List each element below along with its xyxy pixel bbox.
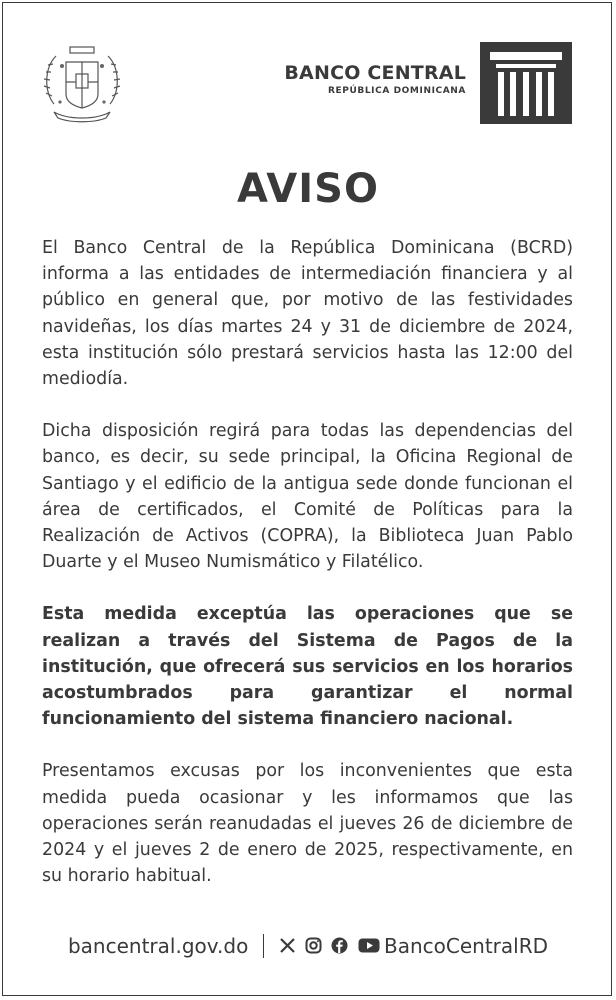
website-link[interactable]: bancentral.gov.do [67, 933, 249, 958]
instagram-icon[interactable] [305, 937, 322, 954]
footer-divider [263, 934, 265, 958]
paragraph-3: Esta medida exceptúa las operaciones que se realizan a través del Sistema de Pagos de la institución, que ofrecerá sus servicios en los horarios acostumbrados para garantizar el normal funcionamiento del sistema financiero nacional. [42, 604, 573, 730]
paragraph-2: Dicha disposición regirá para todas las dependencias del banco, es decir, su sede principal, la Oficina Regional de Santiago y el edificio de la antigua sede donde funcionan el área de certificados, el Comité de Políticas para la Realización de Activos (COPRA), la Biblioteca Juan Pablo Duarte y el Museo Numismático y Filatélico. [42, 421, 573, 573]
notice-body [42, 235, 573, 915]
youtube-icon[interactable] [358, 937, 375, 954]
brand-subtitle: REPÚBLICA DOMINICANA [327, 86, 466, 96]
brand-name: BANCO CENTRAL [284, 62, 466, 84]
social-handle[interactable]: BancoCentralRD [383, 933, 548, 958]
facebook-icon[interactable] [331, 937, 348, 954]
paragraph-4: Presentamos excusas por los inconvenientes que esta medida pueda ocasionar y les informamos que las operaciones serán reanudadas el jueves 26 de diciembre de 2024 y el jueves 2 de enero de 2025, respectivamente, en su horario habitual. [42, 761, 573, 887]
x-icon[interactable] [279, 937, 296, 954]
footer [0, 932, 616, 958]
notice-title: AVISO [237, 166, 379, 212]
brand-block [270, 62, 466, 96]
paragraph-1: El Banco Central de la República Dominicana (BCRD) informa a las entidades de intermediación financiera y al público en general que, por motivo de las festividades navideñas, los días martes 24 y 31 de diciembre de 2024, esta institución sólo prestará servicios hasta las 12:00 del mediodía. [42, 238, 573, 390]
coat-of-arms-seal [40, 42, 124, 124]
banco-central-logo [480, 42, 572, 124]
